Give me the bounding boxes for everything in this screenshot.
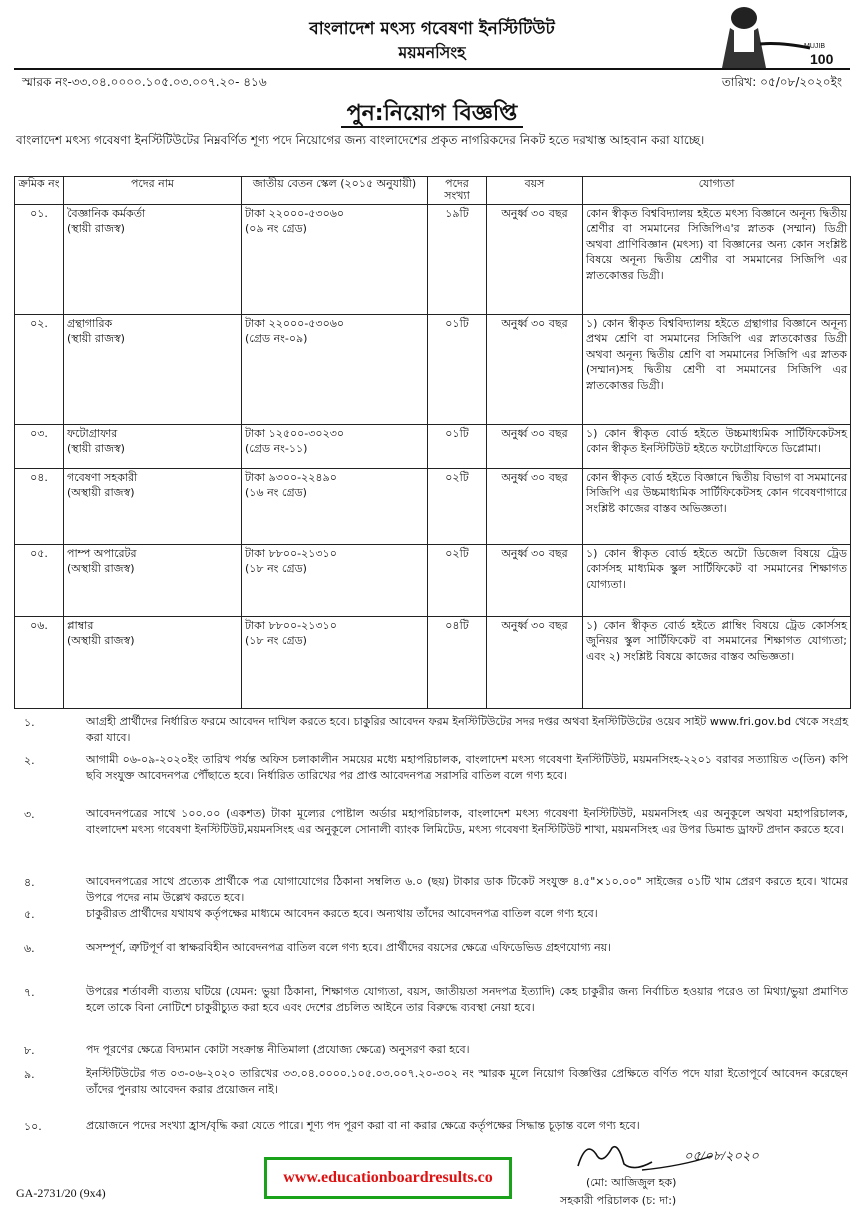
- pay-scale: টাকা ৮৮০০-২১৩১০: [245, 619, 337, 632]
- organization-name: বাংলাদেশ মৎস্য গবেষণা ইনস্টিটিউট: [309, 19, 555, 39]
- header-divider: [14, 68, 850, 70]
- condition-text: প্রয়োজনে পদের সংখ্যা হ্রাস/বৃদ্ধি করা যেতে পারে। শূণ্য পদ পূরণ করা বা না করার ক্ষেত্রে কর্তৃপক্ষের সিদ্ধান্ত চূড়ান্ত বলে গণ্য হবে।: [86, 1119, 640, 1132]
- organization-city: ময়মনসিংহ: [398, 43, 466, 62]
- row-qualification: কোন স্বীকৃত বোর্ড হইতে বিজ্ঞানে দ্বিতীয় বিভাগ বা সমমানের সিজিপি এর উচ্চমাধ্যমিক সার্টিফিকেটসহ কোন গবেষণাগারে সংশ্লিষ্ট কাজের বাস্তব অভিজ্ঞতা।: [583, 469, 851, 545]
- post-name: বৈজ্ঞানিক কর্মকর্তা: [67, 207, 146, 220]
- pay-grade: (০৯ নং গ্রেড): [245, 222, 307, 236]
- table-row: [15, 205, 851, 315]
- memo-reference: স্মারক নং-৩৩.০৪.০০০০.১০৫.০৩.০০৭.২০- ৪১৬: [22, 75, 267, 89]
- row-post-count: ০৪টি: [428, 617, 487, 709]
- condition-text: আগামী ০৬-০৯-২০২০ইং তারিখ পর্যন্ত অফিস চলাকালীন সময়ের মধ্যে মহাপরিচালক, বাংলাদেশ মৎস্য গবেষণা ইনস্টিটিউট, ময়মনসিংহ-২২০১ বরাবর সত্যায়িত ৩(তিন) কপি ছবি সংযুক্ত আবেদনপত্র পৌঁছাতে হবে। নির্ধারিত তারিখের পর প্রাপ্ত আবেদনপত্র সরাসরি বাতিল বলে গণ্য হবে।: [86, 753, 848, 782]
- pay-scale: টাকা ১২৫০০-৩০২৩০: [245, 427, 345, 440]
- row-age: অনুর্ধ্ব ৩০ বছর: [487, 205, 583, 315]
- condition-number: ৪.: [24, 876, 35, 889]
- condition-text: আগ্রহী প্রার্থীদের নির্ধারিত ফরমে আবেদন দাখিল করতে হবে। চাকুরির আবেদন ফরম ইনস্টিটিউটের সদর দপ্তর অথবা ইনস্টিটিউটের ওয়েব সাইট www.fri.gov.bd থেকে সংগ্রহ করা যাবে।: [86, 715, 848, 744]
- condition-number: ৯.: [24, 1068, 35, 1081]
- pay-scale: টাকা ২২০০০-৫৩০৬০: [245, 317, 345, 330]
- memo-date: তারিখ: ০৫/০৮/২০২০ইং: [721, 75, 842, 89]
- post-type: (স্থায়ী রাজস্ব): [67, 332, 125, 346]
- header-post: পদের নাম: [64, 177, 242, 205]
- header-post-count: পদের সংখ্যা: [428, 177, 487, 205]
- header-age: বয়স: [487, 177, 583, 205]
- row-serial: ০২.: [15, 315, 64, 425]
- pay-grade: (১৮ নং গ্রেড): [245, 562, 307, 576]
- condition-number: ৫.: [24, 908, 35, 921]
- table-row: [15, 469, 851, 545]
- condition-number: ৮.: [24, 1044, 35, 1057]
- row-pay-scale: [242, 617, 428, 709]
- row-post-count: ০১টি: [428, 315, 487, 425]
- row-age: অনুর্ধ্ব ৩০ বছর: [487, 469, 583, 545]
- condition-text: ইনস্টিটিউটের গত ০৩-০৬-২০২০ তারিখের ৩৩.০৪.০০০০.১০৫.০৩.০০৭.২০-৩০২ নং স্মারক মূলে নিয়োগ বিজ্ঞপ্তির প্রেক্ষিতে বর্ণিত পদে যারা ইতোপূর্বে আবেদন করেছেন তাঁদের পুনরায় আবেদন করার প্রয়োজন নাই।: [86, 1067, 848, 1096]
- condition-number: ২.: [24, 754, 35, 767]
- pay-grade: (১৬ নং গ্রেড): [245, 486, 307, 500]
- row-pay-scale: [242, 469, 428, 545]
- signatory-designation: সহকারী পরিচালক (চ: দা:): [560, 1194, 677, 1207]
- post-name: প্লাম্বার: [67, 619, 94, 632]
- signatory-name: (মো: আজিজুল হক): [586, 1176, 677, 1189]
- row-qualification: কোন স্বীকৃত বিশ্ববিদ্যালয় হইতে মৎস্য বিজ্ঞানে অনূন্য দ্বিতীয় শ্রেণীর বা সমমানের সিজিপিএ'র স্নাতক (সম্মান) ডিগ্রী অথবা প্রাণিবিজ্ঞান (মৎস্য) বা বিজ্ঞানের অন্য কোন সংশ্লিষ্ট বিষয়ে অনূন্য দ্বিতীয় শ্রেণীর বা সমমানের সিজিপি এর স্নাতকোত্তর ডিগ্রী।: [583, 205, 851, 315]
- condition-text: অসম্পূর্ণ, ত্রুটিপূর্ণ বা স্বাক্ষরবিহীন আবেদনপত্র বাতিল বলে গণ্য হবে। প্রার্থীদের বয়সের ক্ষেত্রে এফিডেভিড গ্রহণযোগ্য নয়।: [86, 941, 612, 954]
- notice-title: [0, 96, 864, 133]
- post-name: গবেষণা সহকারী: [67, 471, 138, 484]
- post-name: পাম্প অপারেটর: [67, 547, 137, 560]
- row-post: [64, 545, 242, 617]
- row-post: [64, 315, 242, 425]
- svg-text:MUJIB: MUJIB: [804, 43, 825, 50]
- row-qualification: ১) কোন স্বীকৃত বোর্ড হইতে অটো ডিজেল বিষয়ে ট্রেড কোর্সসহ মাধ্যমিক স্কুল সার্টিফিকেট বা সমমানের শিক্ষাগত যোগ্যতা।: [583, 545, 851, 617]
- row-age: অনুর্ধ্ব ৩০ বছর: [487, 545, 583, 617]
- pay-grade: (গ্রেড নং-১১): [245, 442, 308, 456]
- post-type: (স্থায়ী রাজস্ব): [67, 222, 125, 236]
- table-row: [15, 315, 851, 425]
- pay-grade: (১৮ নং গ্রেড): [245, 634, 307, 648]
- svg-text:100: 100: [810, 51, 834, 67]
- row-age: অনুর্ধ্ব ৩০ বছর: [487, 425, 583, 469]
- condition-number: ৭.: [24, 986, 35, 999]
- row-serial: ০৩.: [15, 425, 64, 469]
- vacancy-table: [14, 176, 851, 709]
- row-post-count: ১৯টি: [428, 205, 487, 315]
- pay-scale: টাকা ৮৮০০-২১৩১০: [245, 547, 337, 560]
- print-code: GA-2731/20 (9x4): [16, 1186, 106, 1200]
- row-pay-scale: [242, 205, 428, 315]
- pay-grade: (গ্রেড নং-০৯): [245, 332, 308, 346]
- row-serial: ০১.: [15, 205, 64, 315]
- post-name: গ্রন্থাগারিক: [67, 317, 113, 330]
- signature-date: ০৫/০৮/২০২০: [684, 1148, 759, 1163]
- mujib-100-logo: [700, 4, 850, 70]
- row-serial: ০৫.: [15, 545, 64, 617]
- row-serial: ০৪.: [15, 469, 64, 545]
- condition-text: আবেদনপত্রের সাথে ১০০.০০ (একশত) টাকা মূল্যের পোষ্টাল অর্ডার মহাপরিচালক, বাংলাদেশ মৎস্য গবেষণা ইনস্টিটিউট, ময়মনসিংহ এর অনুকূলে অথবা মহাপরিচালক, বাংলাদেশ মৎস্য গবেষণা ইনস্টিটিউট,ময়মনসিংহ এর অনুকূলে সোনালী ব্যাংক লিমিটেড, মৎস্য গবেষণা ইনস্টিটিউট শাখা, ময়মনসিংহ এর উপর ডিমান্ড ড্রাফট প্রদান করতে হবে।: [86, 807, 848, 836]
- notice-title-text: পুন:নিয়োগ বিজ্ঞপ্তি: [341, 101, 524, 128]
- row-pay-scale: [242, 315, 428, 425]
- post-type: (অস্থায়ী রাজস্ব): [67, 562, 135, 576]
- table-row: [15, 425, 851, 469]
- row-post-count: ০২টি: [428, 469, 487, 545]
- row-serial: ০৬.: [15, 617, 64, 709]
- row-pay-scale: [242, 545, 428, 617]
- table-row: [15, 545, 851, 617]
- row-post: [64, 617, 242, 709]
- row-post-count: ০২টি: [428, 545, 487, 617]
- condition-text: উপরের শর্তাবলী ব্যত্যয় ঘটিয়ে (যেমন: ভুয়া ঠিকানা, শিক্ষাগত যোগ্যতা, বয়স, জাতীয়তা সনদপত্র ইত্যাদি) কেহ চাকুরীর জন্য নির্বাচিত হওয়ার পরেও তা মিথ্যা/ভুয়া প্রমাণিত হলে তাকে বিনা নোটিশে চাকুরীচ্যুত করা হবে এবং দেশের প্রচলিত আইনে তার বিরুদ্ধে ব্যবস্থা নেয়া হবে।: [86, 985, 848, 1014]
- post-type: (অস্থায়ী রাজস্ব): [67, 634, 135, 648]
- intro-paragraph: বাংলাদেশ মৎস্য গবেষণা ইনস্টিটিউটের নিম্নবর্ণিত শূণ্য পদে নিয়োগের জন্য বাংলাদেশের প্রকৃত নাগরিকদের নিকট হতে দরখাস্ত আহবান করা যাচ্ছে।: [16, 133, 705, 147]
- condition-number: ৩.: [24, 808, 35, 821]
- watermark-link[interactable]: www.educationboardresults.co: [264, 1157, 512, 1199]
- row-age: অনুর্ধ্ব ৩০ বছর: [487, 617, 583, 709]
- header-pay-scale: জাতীয় বেতন স্কেল (২০১৫ অনুযায়ী): [242, 177, 428, 205]
- handwritten-signature: [572, 1136, 772, 1176]
- post-name: ফটোগ্রাফার: [67, 427, 118, 440]
- row-qualification: ১) কোন স্বীকৃত বোর্ড হইতে উচ্চমাধ্যমিক সার্টিফিকেটসহ কোন স্বীকৃত ইনস্টিটিউট হইতে ফটোগ্রাফিতে ডিপ্লোমা।: [583, 425, 851, 469]
- header-qualification: যোগ্যতা: [583, 177, 851, 205]
- header-serial: ক্রমিক নং: [15, 177, 64, 205]
- row-qualification: ১) কোন স্বীকৃত বিশ্ববিদ্যালয় হইতে গ্রন্থাগার বিজ্ঞানে অনূন্য প্রথম শ্রেণি বা সমমানের সিজিপি এর স্নাতকোত্তর ডিগ্রী অথবা অনূন্য দ্বিতীয় শ্রেণি বা সমমানের সিজিপি এর স্নাতক (সম্মান)সহ দ্বিতীয় শ্রেণী বা সমমানের সিজিপি এর স্নাতকোত্তর ডিগ্রী।: [583, 315, 851, 425]
- row-post-count: ০১টি: [428, 425, 487, 469]
- condition-text: চাকুরীরত প্রার্থীদের যথাযথ কর্তৃপক্ষের মাধ্যমে আবেদন করতে হবে। অন্যথায় তাঁদের আবেদনপত্র বাতিল বলে গণ্য হবে।: [86, 907, 598, 920]
- condition-number: ১০.: [24, 1120, 42, 1133]
- condition-number: ৬.: [24, 942, 35, 955]
- table-row: [15, 617, 851, 709]
- row-age: অনুর্ধ্ব ৩০ বছর: [487, 315, 583, 425]
- row-post: [64, 205, 242, 315]
- row-pay-scale: [242, 425, 428, 469]
- pay-scale: টাকা ২২০০০-৫৩০৬০: [245, 207, 345, 220]
- row-post: [64, 469, 242, 545]
- row-post: [64, 425, 242, 469]
- condition-text: আবেদনপত্রের সাথে প্রত্যেক প্রার্থীকে পত্র যোগাযোগের ঠিকানা সম্বলিত ৬.০ (ছয়) টাকার ডাক টিকেট সংযুক্ত ৪.৫"×১০.০০" সাইজের ০১টি খাম প্রেরণ করতে হবে। খামের উপরে পদের নাম উল্লেখ করতে হবে।: [86, 875, 848, 904]
- post-type: (স্থায়ী রাজস্ব): [67, 442, 125, 456]
- pay-scale: টাকা ৯৩০০-২২৪৯০: [245, 471, 337, 484]
- row-qualification: ১) কোন স্বীকৃত বোর্ড হইতে প্লাম্বিং বিষয়ে ট্রেড কোর্সসহ জুনিয়র স্কুল সার্টিফিকেট বা সমমানের শিক্ষাগত যোগ্যতা; এবং ২) সংশ্লিষ্ট বিষয়ে কাজের বাস্তব অভিজ্ঞতা।: [583, 617, 851, 709]
- condition-number: ১.: [24, 716, 35, 729]
- post-type: (অস্থায়ী রাজস্ব): [67, 486, 135, 500]
- condition-text: পদ পূরণের ক্ষেত্রে বিদ্যমান কোটা সংক্রান্ত নীতিমালা (প্রযোজ্য ক্ষেত্রে) অনুসরণ করা হবে।: [86, 1043, 470, 1056]
